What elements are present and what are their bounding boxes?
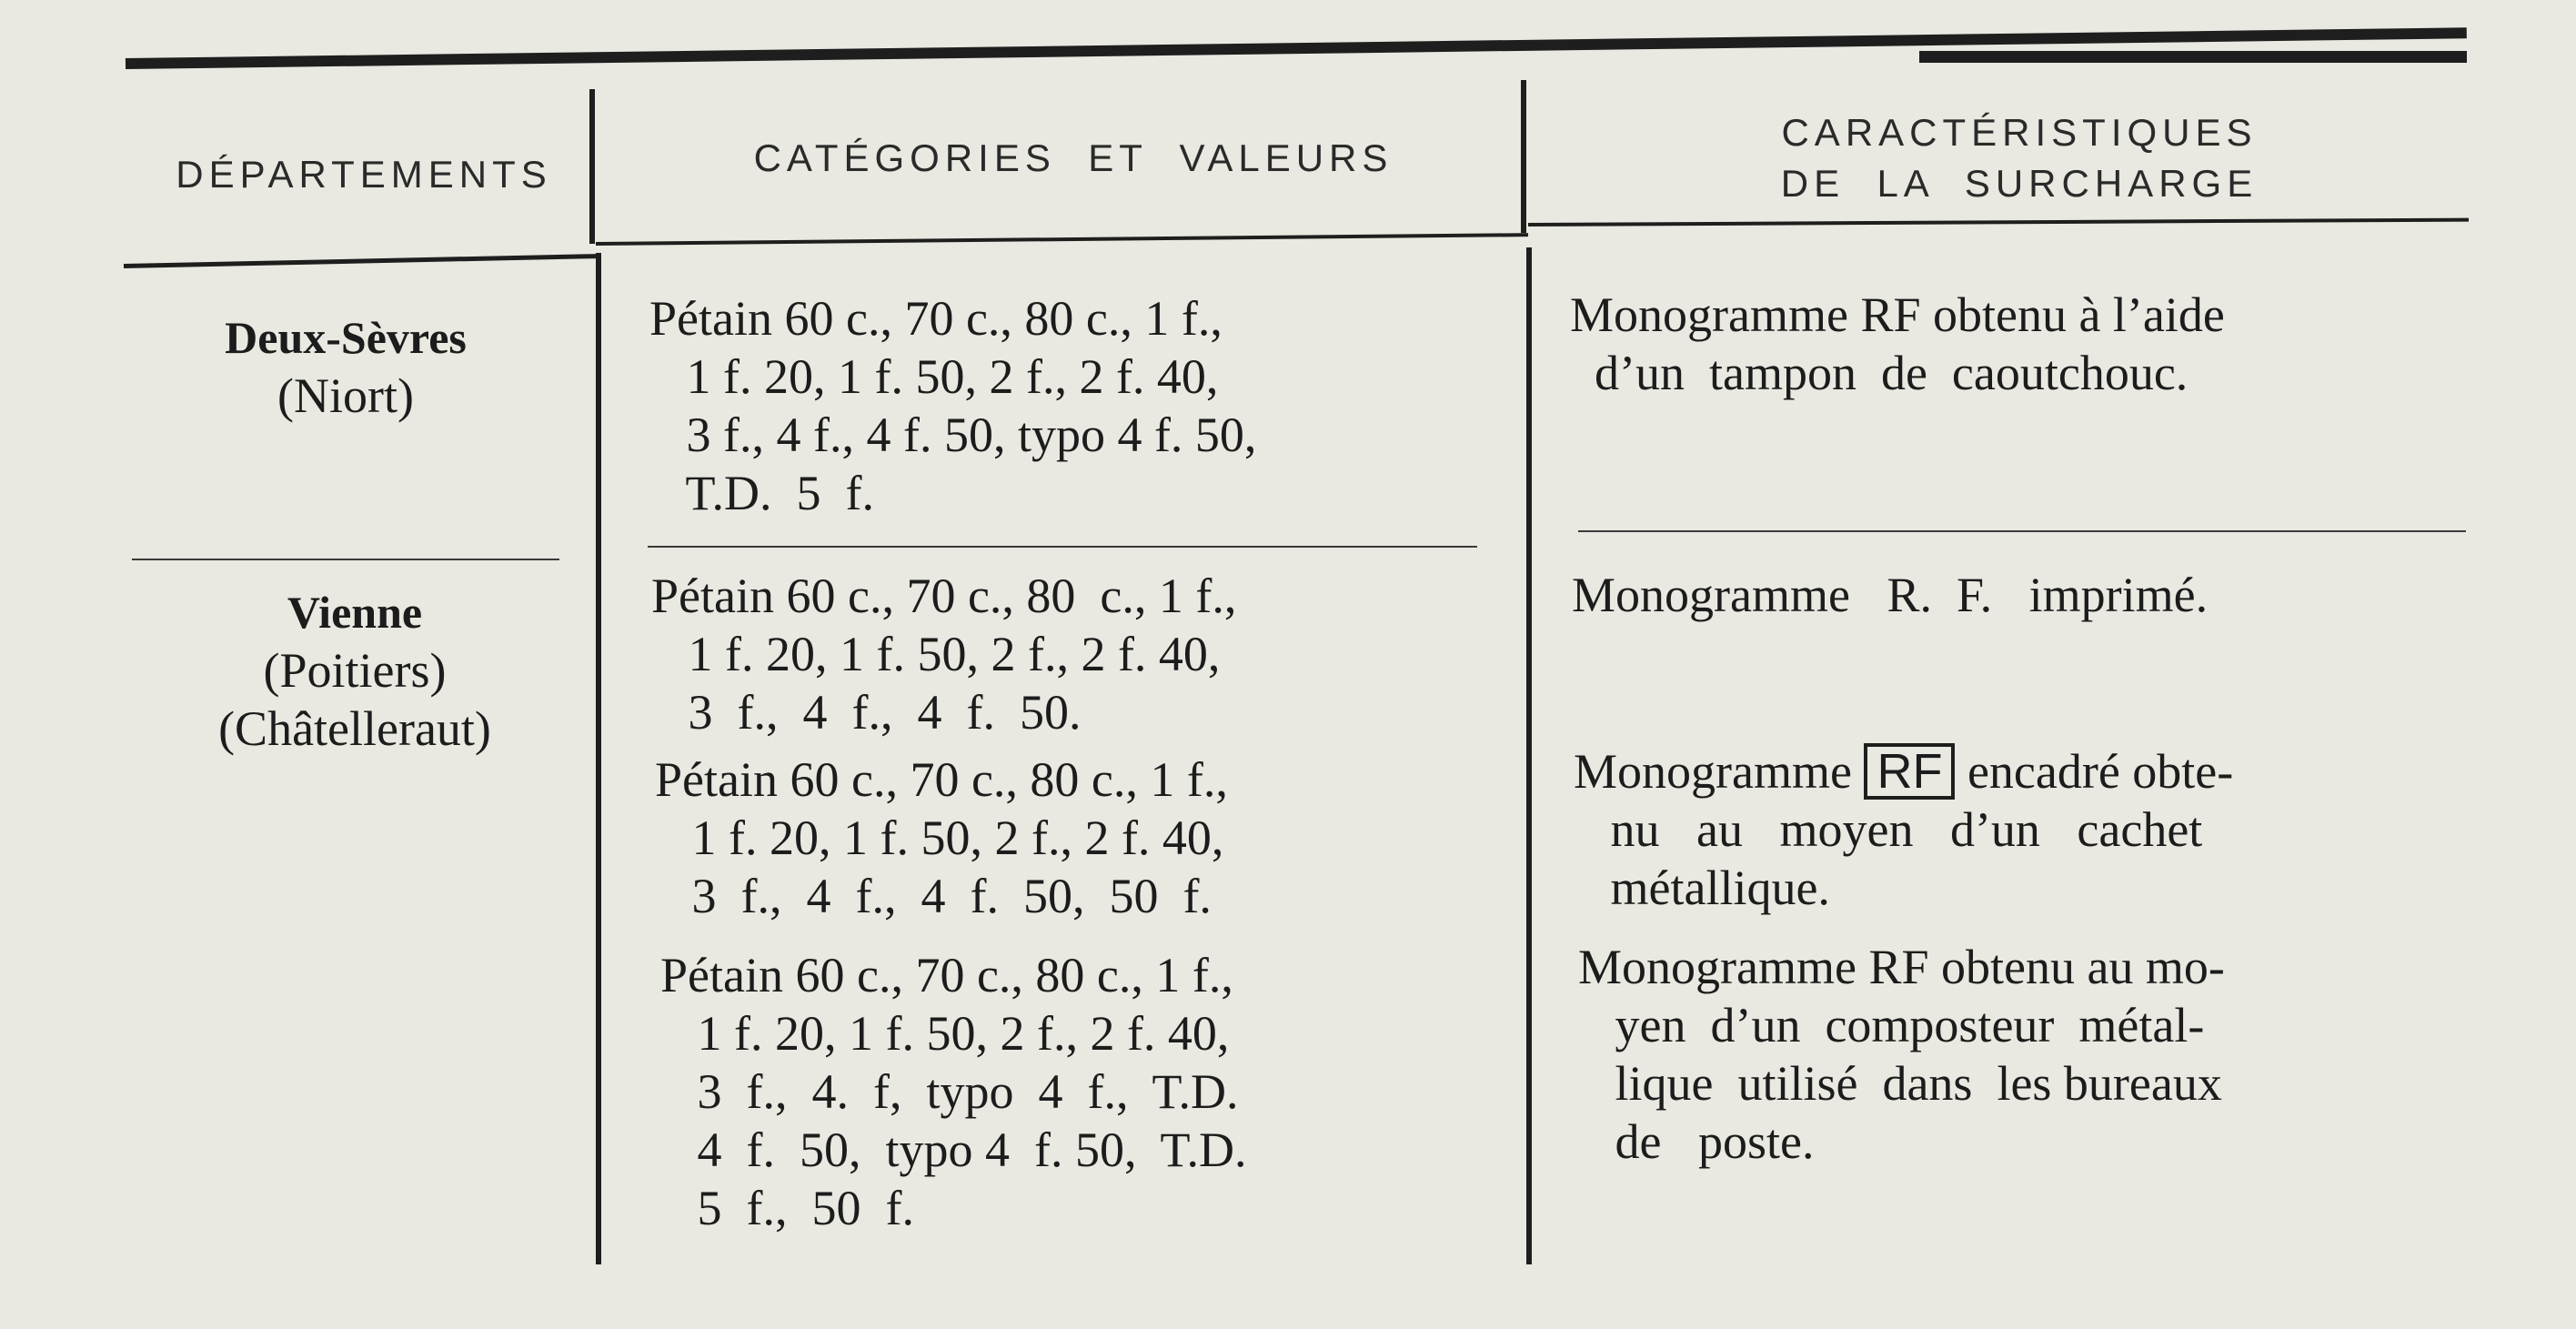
row-separator-surcharge <box>1578 530 2466 532</box>
categories-cell: Pétain 60 c., 70 c., 80 c., 1 f., 1 f. 20, 1 f. 50, 2 f., 2 f. 40, 3 f., 4 f., 4 f. 50. <box>651 569 1237 740</box>
dept-name: Vienne <box>287 587 423 638</box>
surcharge-cell: Monogramme RF obtenu au mo- yen d’un composteur métal- lique utilisé dans les bureaux de poste. <box>1578 940 2225 1169</box>
header-caracteristiques-line1: CARACTÉRISTIQUES <box>1781 111 2258 154</box>
top-rule <box>126 27 2467 69</box>
dept-name: Deux-Sèvres <box>225 312 467 363</box>
header-categories: CATÉGORIES ET VALEURS <box>753 136 1394 179</box>
dept-city: (Niort) <box>277 368 414 423</box>
dept-deux-sevres <box>182 307 509 425</box>
column-divider-2-header <box>1521 80 1526 233</box>
column-divider-1-header <box>589 89 595 244</box>
surcharge-text: Monogramme <box>1574 744 1865 799</box>
surcharge-cell: Monogramme RF obtenu à l’aide d’un tampon de caoutchouc. <box>1570 287 2225 400</box>
dept-vienne <box>146 582 564 758</box>
surcharge-text: encadré obte- <box>1955 744 2234 799</box>
surcharge-cell <box>1574 742 2233 917</box>
framed-monogram: RF <box>1864 743 1955 800</box>
categories-cell: Pétain 60 c., 70 c., 80 c., 1 f., 1 f. 20, 1 f. 50, 2 f., 2 f. 40, 3 f., 4. f, typo 4 f., T.D. 4 f. 50, typo 4 f. 50, T.D. 5 f., 50 f. <box>660 948 1247 1235</box>
column-divider-1 <box>596 253 601 1264</box>
surcharge-cell: Monogramme R. F. imprimé. <box>1572 568 2209 622</box>
categories-cell: Pétain 60 c., 70 c., 80 c., 1 f., 1 f. 20, 1 f. 50, 2 f., 2 f. 40, 3 f., 4 f., 4 f. 50, 50 f. <box>655 752 1228 923</box>
header-departements: DÉPARTEMENTS <box>176 153 552 196</box>
header-bottom-rule-middle <box>596 233 1528 246</box>
top-rule-right <box>1919 51 2467 63</box>
dept-city: (Châtelleraut) <box>218 701 491 756</box>
column-divider-2 <box>1526 247 1532 1264</box>
header-caracteristiques-line2: DE LA SURCHARGE <box>1780 162 2259 205</box>
header-caracteristiques <box>1655 107 2383 209</box>
header-bottom-rule-left <box>124 254 599 268</box>
header-bottom-rule-right <box>1528 218 2469 227</box>
dept-city: (Poitiers) <box>263 643 447 698</box>
row-separator-categories <box>648 546 1477 548</box>
row-separator-departements <box>132 559 559 560</box>
surcharge-text: nu au moyen d’un cachet métallique. <box>1610 802 2203 915</box>
categories-cell: Pétain 60 c., 70 c., 80 c., 1 f., 1 f. 20, 1 f. 50, 2 f., 2 f. 40, 3 f., 4 f., 4 f. 50, typo 4 f. 50, T.D. 5 f. <box>649 291 1257 520</box>
